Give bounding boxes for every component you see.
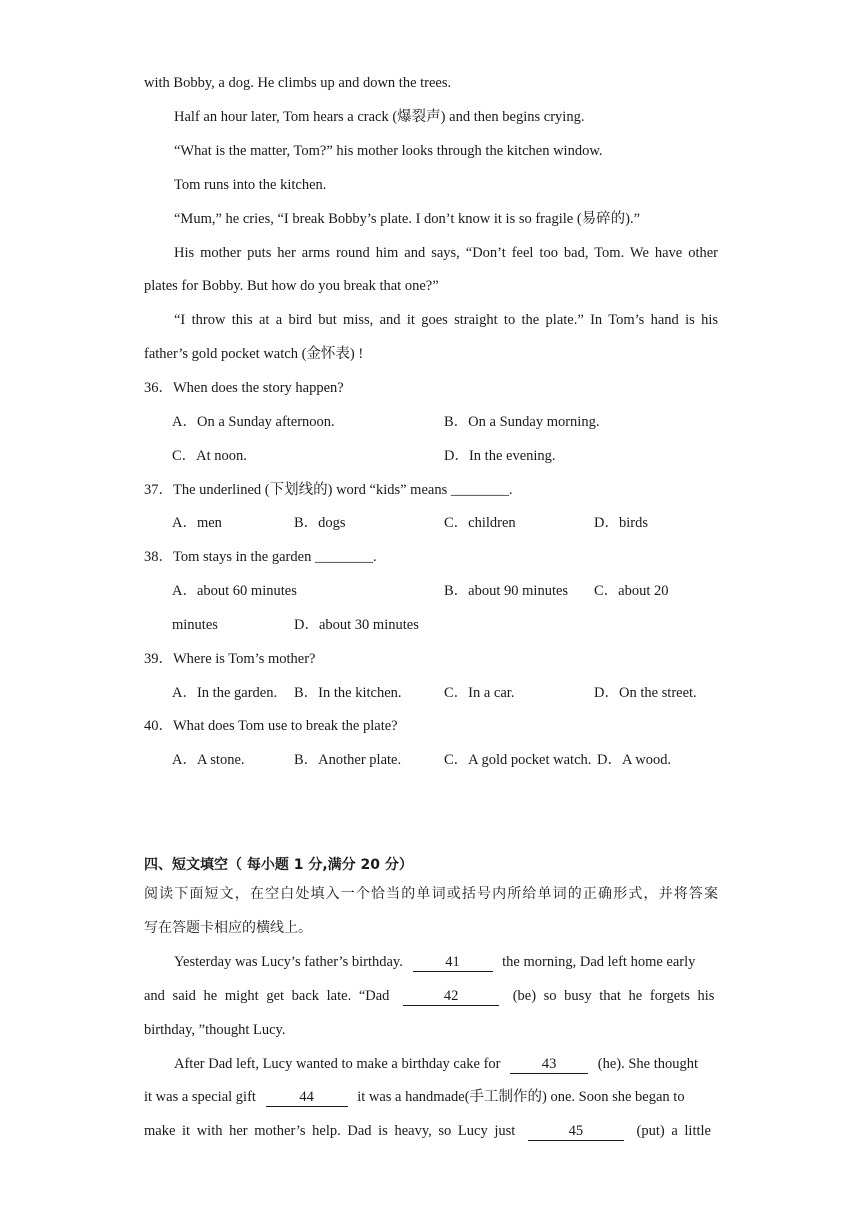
story-line: Half an hour later, Tom hears a crack (爆裂声) and then begins crying.	[174, 109, 585, 125]
option-d[interactable]: D．about 30 minutes	[294, 617, 419, 633]
option-a[interactable]: A．On a Sunday afternoon.	[172, 414, 335, 430]
story-line: His mother puts her arms round him and says, “Don’t feel too bad, Tom. We have other	[174, 245, 718, 261]
option-b[interactable]: B．about 90 minutes	[444, 583, 569, 599]
story-line: plates for Bobby. But how do you break that one?”	[144, 278, 439, 294]
passage-text: (be) so busy that he forgets his	[512, 988, 715, 1004]
passage-text: (put) a little	[636, 1123, 711, 1139]
blank-44[interactable]: 44	[266, 1089, 348, 1107]
question-number: 39．	[144, 651, 173, 667]
option-b[interactable]: B．On a Sunday morning.	[444, 414, 600, 430]
story-line: “Mum,” he cries, “I break Bobby’s plate. I don’t know it is so fragile (易碎的).”	[174, 211, 641, 227]
option-c[interactable]: C．At noon.	[172, 448, 247, 464]
question-number: 37．	[144, 482, 173, 498]
passage-line	[144, 986, 714, 1006]
option-d[interactable]: D．On the street.	[594, 685, 697, 701]
option-a[interactable]: A．A stone.	[172, 752, 245, 768]
question-number: 36．	[144, 380, 173, 396]
option-c[interactable]: C．In a car.	[444, 685, 515, 701]
passage-line	[144, 1121, 711, 1141]
question-38	[144, 547, 377, 567]
story-line: with Bobby, a dog. He climbs up and down the trees.	[144, 75, 452, 91]
blank-41[interactable]: 41	[413, 954, 493, 972]
passage-line	[174, 952, 695, 972]
option-b[interactable]: B．In the kitchen.	[294, 685, 402, 701]
question-text: The underlined (下划线的) word “kids” means ________.	[173, 482, 513, 498]
passage-text: Yesterday was Lucy’s father’s birthday.	[174, 954, 403, 970]
option-c[interactable]: C．children	[444, 515, 516, 531]
story-line: “What is the matter, Tom?” his mother looks through the kitchen window.	[174, 143, 603, 159]
section-title: 四、短文填空（ 每小题 1 分,满分 20 分）	[144, 857, 413, 873]
question-text: Where is Tom’s mother?	[173, 651, 316, 667]
blank-43[interactable]: 43	[510, 1056, 588, 1074]
blank-42[interactable]: 42	[403, 988, 499, 1006]
option-d[interactable]: D．A wood.	[597, 752, 672, 768]
passage-text: it was a handmade(手工制作的) one. Soon she began to	[357, 1089, 685, 1105]
option-c-continued: minutes	[172, 617, 218, 633]
option-a[interactable]: A．men	[172, 515, 222, 531]
passage-line	[144, 1087, 685, 1107]
passage-text: it was a special gift	[144, 1089, 256, 1105]
blank-45[interactable]: 45	[528, 1123, 624, 1141]
question-text: Tom stays in the garden ________.	[173, 549, 377, 565]
question-37	[144, 480, 512, 500]
passage-line: birthday, ”thought Lucy.	[144, 1022, 286, 1038]
question-text: What does Tom use to break the plate?	[173, 718, 398, 734]
question-40	[144, 716, 398, 736]
option-a[interactable]: A．In the garden.	[172, 685, 278, 701]
question-text: When does the story happen?	[173, 380, 344, 396]
story-line: “I throw this at a bird but miss, and it goes straight to the plate.” In Tom’s hand is his	[174, 312, 718, 328]
section-instructions: 阅读下面短文，在空白处填入一个恰当的单词或括号内所给单词的正确形式，并将答案	[144, 886, 718, 902]
passage-text: make it with her mother’s help. Dad is heavy, so Lucy just	[144, 1123, 516, 1139]
passage-line	[174, 1054, 698, 1074]
option-a[interactable]: A．about 60 minutes	[172, 583, 297, 599]
question-number: 40．	[144, 718, 173, 734]
question-36	[144, 378, 344, 398]
option-b[interactable]: B．dogs	[294, 515, 346, 531]
option-b[interactable]: B．Another plate.	[294, 752, 402, 768]
section-instructions: 写在答题卡相应的横线上。	[144, 920, 312, 936]
story-line: father’s gold pocket watch (金怀表) !	[144, 346, 364, 362]
option-c[interactable]: C．A gold pocket watch.	[444, 752, 592, 768]
passage-text: and said he might get back late. “Dad	[144, 988, 390, 1004]
option-d[interactable]: D．birds	[594, 515, 648, 531]
option-d[interactable]: D．In the evening.	[444, 448, 556, 464]
passage-text: After Dad left, Lucy wanted to make a birthday cake for	[174, 1056, 501, 1072]
passage-text: the morning, Dad left home early	[502, 954, 696, 970]
story-line: Tom runs into the kitchen.	[174, 177, 327, 193]
passage-text: (he). She thought	[597, 1056, 699, 1072]
option-c[interactable]: C．about 20	[594, 583, 669, 599]
question-number: 38．	[144, 549, 173, 565]
question-39	[144, 649, 315, 669]
